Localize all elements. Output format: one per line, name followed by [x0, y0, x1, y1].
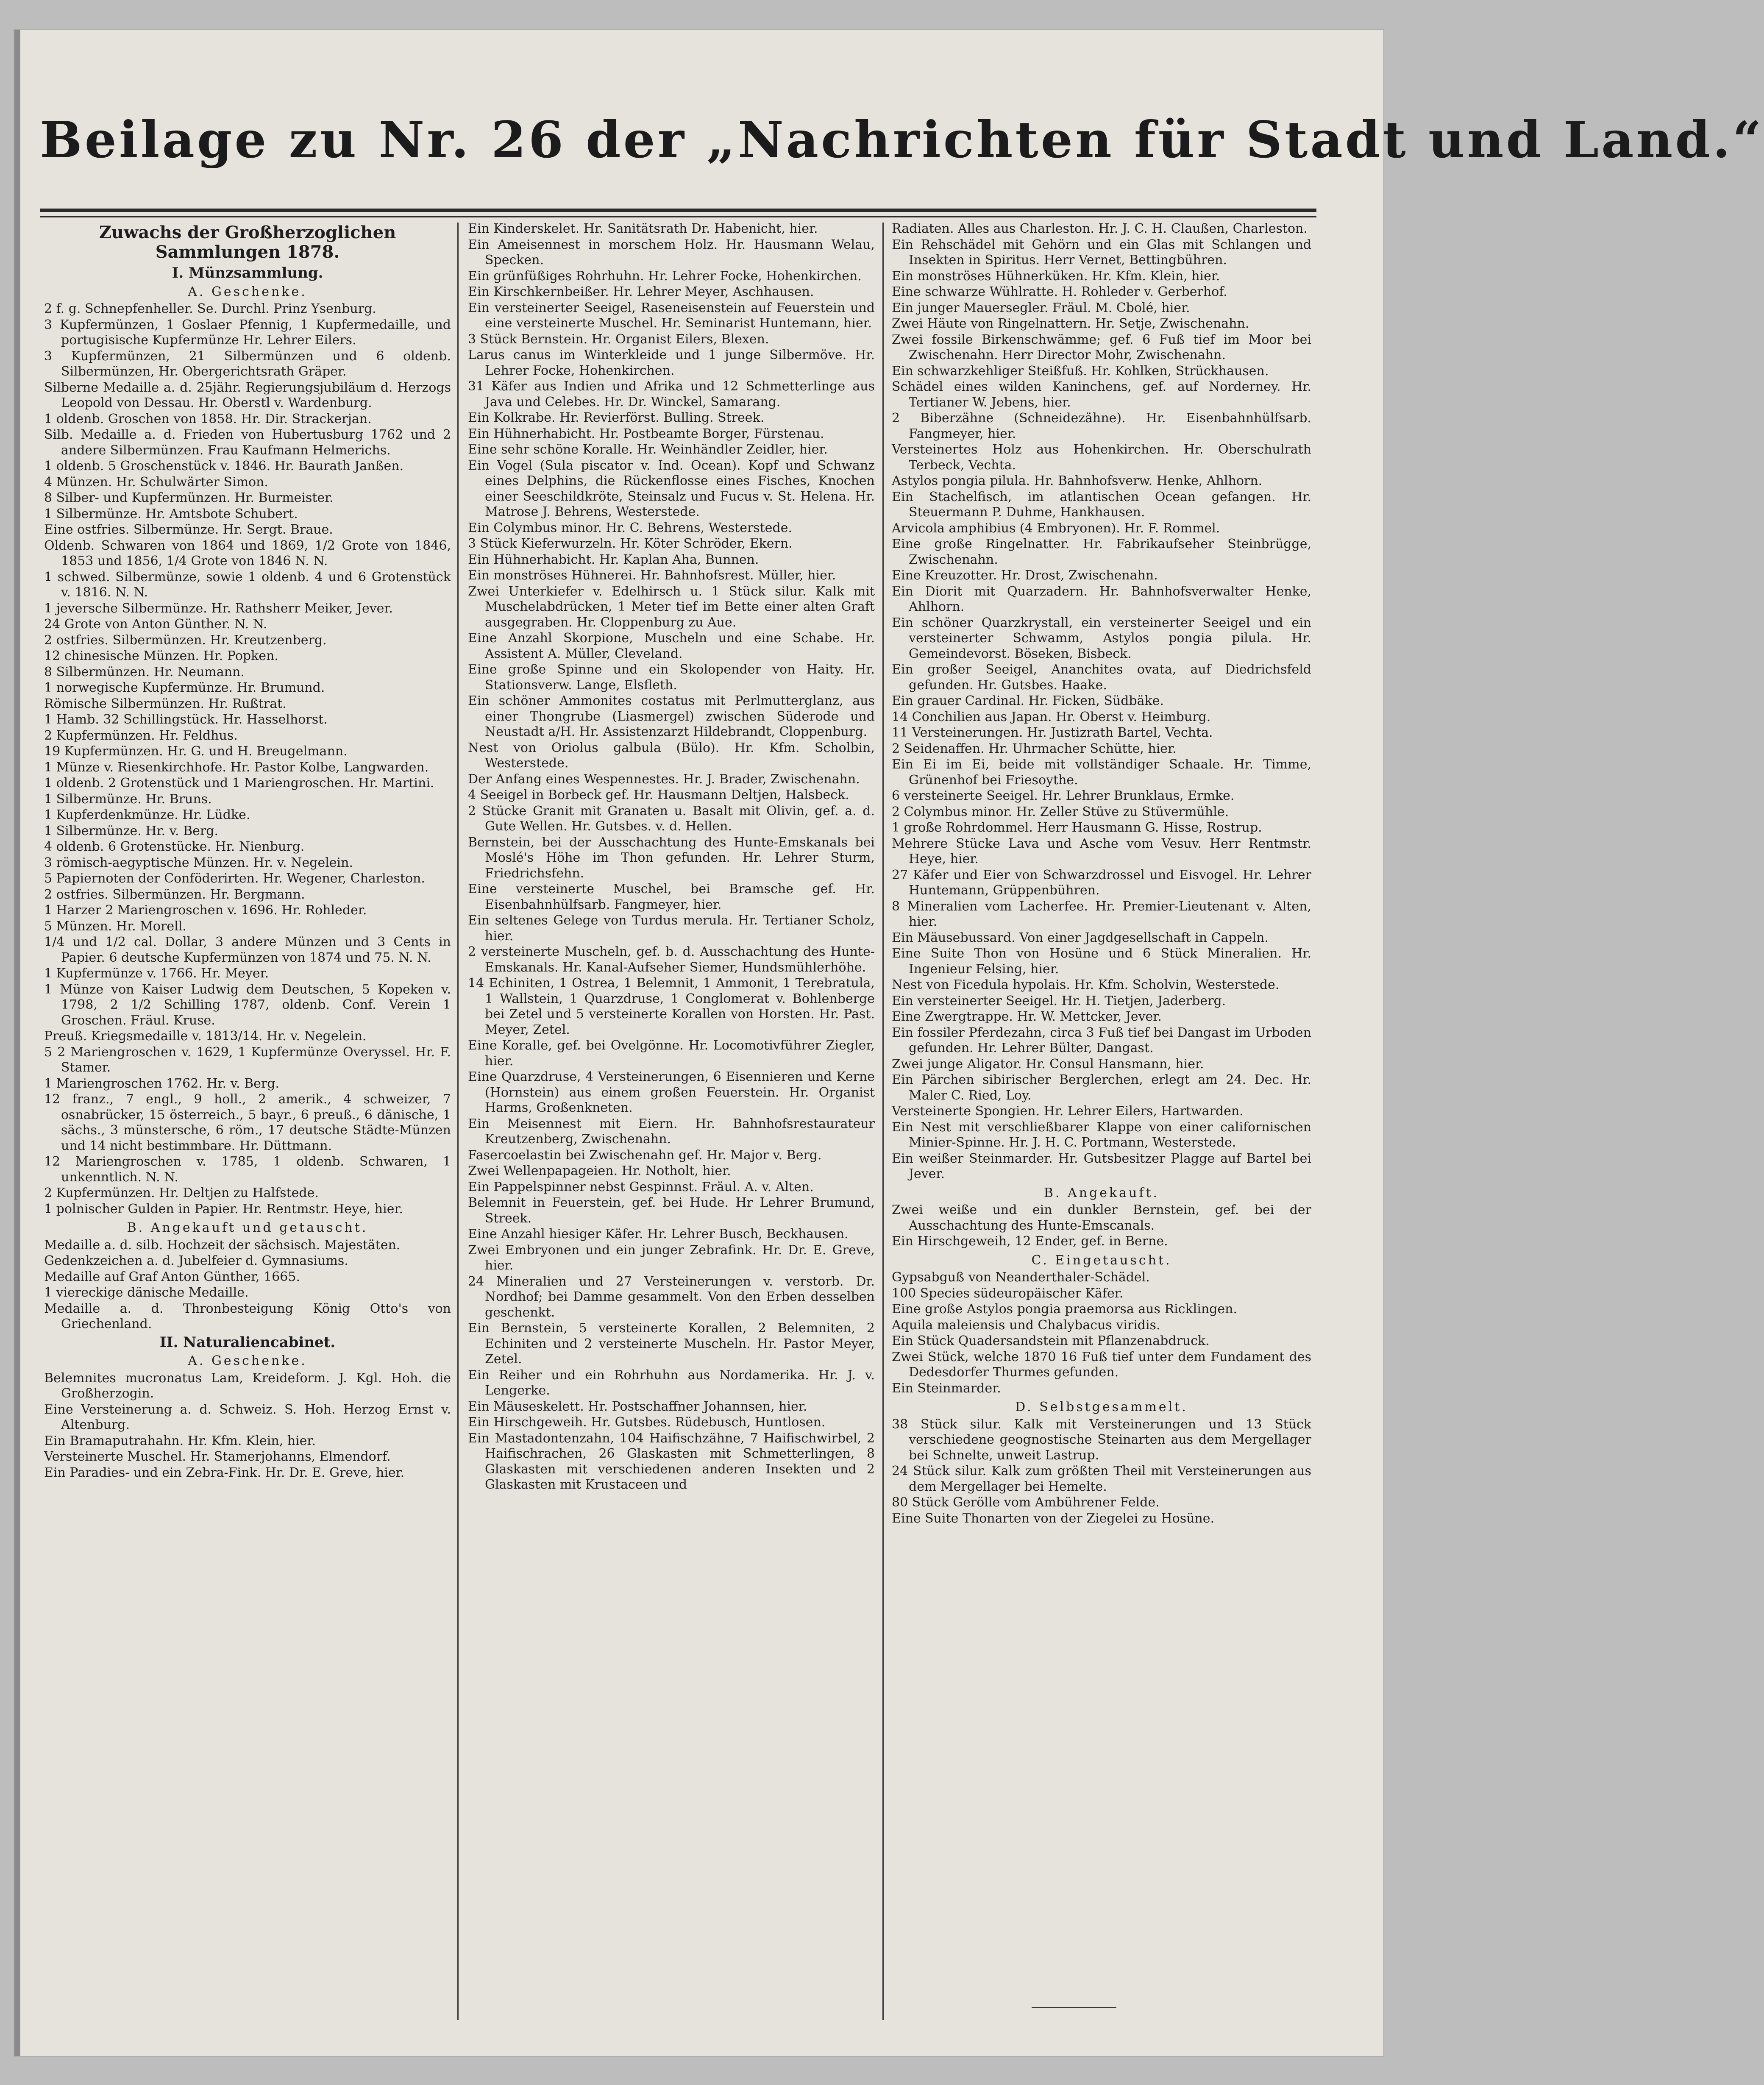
natural-gifts-list-end — [892, 221, 1311, 1182]
subheading-purchased: B. Angekauft und getauscht. — [127, 1220, 368, 1235]
list-item: 5 Papiernoten der Conföderirten. Hr. Wegener, Charleston. — [44, 871, 425, 886]
list-item: Ein Bramaputrahahn. Hr. Kfm. Klein, hier. — [44, 1433, 316, 1448]
list-item: Ein Ei im Ei, beide mit vollständiger Schaale. Hr. Timme, Grünenhof bei Friesoythe. — [892, 757, 1311, 788]
column-2 — [468, 221, 875, 2014]
list-item: Nest von Ficedula hypolais. Hr. Kfm. Scholvin, Westerstede. — [892, 977, 1280, 992]
chapter-heading-coins: I. Münzsammlung. — [172, 264, 323, 281]
list-item: Ein Hühnerhabicht. Hr. Postbeamte Borger, Fürstenau. — [468, 426, 824, 441]
natural-gifts-list-cont — [468, 221, 875, 1493]
list-item: 1 viereckige dänische Medaille. — [44, 1285, 249, 1300]
list-item: Eine große Ringelnatter. Hr. Fabrikaufseher Steinbrügge, Zwischenahn. — [892, 537, 1311, 567]
list-item: Ein Stück Quadersandstein mit Pflanzenabdruck. — [892, 1333, 1210, 1348]
subheading-self-collected: D. Selbstgesammelt. — [1015, 1400, 1188, 1414]
list-item: Ein fossiler Pferdezahn, circa 3 Fuß tief bei Dangast im Urboden gefunden. Hr. Lehrer Bülter, Dangast. — [892, 1025, 1311, 1055]
page-spine-shadow — [14, 30, 20, 2056]
list-item: 4 oldenb. 6 Grotenstücke. Hr. Nienburg. — [44, 839, 305, 854]
list-item: Fasercoelastin bei Zwischenahn gef. Hr. Major v. Berg. — [468, 1147, 822, 1163]
list-item: Silberne Medaille a. d. 25jähr. Regierungsjubiläum d. Herzogs Leopold von Dessau. Hr. Oberstl v. Wardenburg. — [44, 380, 451, 410]
list-item: Ein grauer Cardinal. Hr. Ficken, Südbäke. — [892, 693, 1164, 708]
list-item: 1 norwegische Kupfermünze. Hr. Brumund. — [44, 680, 325, 695]
list-item: 12 Mariengroschen v. 1785, 1 oldenb. Schwaren, 1 unkenntlich. N. N. — [44, 1154, 451, 1185]
list-item: 80 Stück Gerölle vom Ambührener Felde. — [892, 1495, 1160, 1510]
list-item: 1 oldenb. 5 Groschenstück v. 1846. Hr. Baurath Janßen. — [44, 459, 404, 473]
subheading-gifts-2: A. Geschenke. — [188, 1353, 307, 1368]
list-item: Aquila maleiensis und Chalybacus viridis. — [892, 1317, 1160, 1333]
list-item: Schädel eines wilden Kaninchens, gef. auf Norderney. Hr. Tertianer W. Jebens, hier. — [892, 379, 1311, 410]
column-3 — [892, 221, 1311, 2014]
list-item: 3 Stück Kieferwurzeln. Hr. Köter Schröder, Ekern. — [468, 536, 793, 551]
self-collected-list — [892, 1417, 1311, 1527]
list-item: Ein versteinerter Seeigel. Hr. H. Tietjen, Jaderberg. — [892, 993, 1226, 1008]
list-item: Zwei Unterkiefer v. Edelhirsch u. 1 Stück silur. Kalk mit Muschelabdrücken, 1 Meter tief im Bette einer alten Graft ausgegraben. Hr. Cloppenburg zu Aue. — [468, 584, 875, 630]
list-item: Ein Colymbus minor. Hr. C. Behrens, Westerstede. — [468, 520, 792, 535]
list-item: 2 Seidenaffen. Hr. Uhrmacher Schütte, hier. — [892, 741, 1177, 756]
list-item: Ein Kinderskelet. Hr. Sanitätsrath Dr. Habenicht, hier. — [468, 221, 818, 236]
list-item: Ein Pappelspinner nebst Gespinnst. Fräul. A. v. Alten. — [468, 1179, 814, 1194]
list-item: 27 Käfer und Eier von Schwarzdrossel und Eisvogel. Hr. Lehrer Huntemann, Grüppenbühren. — [892, 867, 1311, 898]
list-item: Zwei junge Aligator. Hr. Consul Hansmann, hier. — [892, 1056, 1204, 1072]
list-item: Oldenb. Schwaren von 1864 und 1869, 1/2 Grote von 1846, 1853 und 1856, 1/4 Grote von 1846 N. N. — [44, 538, 451, 568]
list-item: Eine große Astylos pongia praemorsa aus Ricklingen. — [892, 1302, 1237, 1317]
list-item: Ein schwarzkehliger Steißfuß. Hr. Kohlken, Strückhausen. — [892, 363, 1269, 379]
list-item: Belemnit in Feuerstein, gef. bei Hude. Hr Lehrer Brumund, Streek. — [468, 1195, 875, 1226]
newspaper-page — [14, 30, 1764, 2056]
list-item: Eine ostfries. Silbermünze. Hr. Sergt. Braue. — [44, 522, 333, 537]
list-item: Ein weißer Steinmarder. Hr. Gutsbesitzer Plagge auf Bartel bei Jever. — [892, 1151, 1311, 1181]
list-item: 100 Species südeuropäischer Käfer. — [892, 1286, 1124, 1301]
list-item: Eine schwarze Wühlratte. H. Rohleder v. Gerberhof. — [892, 284, 1227, 299]
list-item: Ein Vogel (Sula piscator v. Ind. Ocean). Kopf und Schwanz eines Delphins, die Rückenflosse eines Fisches, Knochen einer Seeschildkröte, Steinsalz und Fucus v. St. Helena. Hr. Matrose J. Behrens, Westerstede. — [468, 458, 875, 519]
subheading-exchanged: C. Eingetauscht. — [1031, 1253, 1172, 1268]
list-item: Ein Mäusebussard. Von einer Jagdgesellschaft in Cappeln. — [892, 930, 1269, 945]
list-item: 1 Kupfermünze v. 1766. Hr. Meyer. — [44, 966, 269, 981]
masthead-title: Beilage zu Nr. 26 der „Nachrichten für Stadt und Land.“ — [40, 110, 1764, 169]
list-item: Ein Nest mit verschließbarer Klappe von einer californischen Minier-Spinne. Hr. J. H. C. Portmann, Westerstede. — [892, 1119, 1311, 1150]
list-item: 38 Stück silur. Kalk mit Versteinerungen und 13 Stück verschiedene geognostische Steinarten aus dem Mergellager bei Schnelte, unweit Lastrup. — [892, 1417, 1311, 1463]
column-divider-2 — [882, 223, 884, 2020]
list-item: Versteinertes Holz aus Hohenkirchen. Hr. Oberschulrath Terbeck, Vechta. — [892, 442, 1311, 473]
list-item: 1 Silbermünze. Hr. Bruns. — [44, 791, 212, 807]
list-item: 2 Biberzähne (Schneidezähne). Hr. Eisenbahnhülfsarb. Fangmeyer, hier. — [892, 411, 1311, 441]
list-item: 2 Stücke Granit mit Granaten u. Basalt mit Olivin, gef. a. d. Gute Wellen. Hr. Gutsbes. v. d. Hellen. — [468, 803, 875, 834]
list-item: Arvicola amphibius (4 Embryonen). Hr. F. Rommel. — [892, 521, 1220, 536]
list-item: 8 Silbermünzen. Hr. Neumann. — [44, 664, 245, 679]
list-item: 24 Mineralien und 27 Versteinerungen v. verstorb. Dr. Nordhof; bei Damme gesammelt. Von den Erben desselben geschenkt. — [468, 1274, 875, 1320]
list-item: Ein Rehschädel mit Gehörn und ein Glas mit Schlangen und Insekten in Spiritus. Herr Vernet, Bettingbühren. — [892, 237, 1311, 267]
list-item: 14 Conchilien aus Japan. Hr. Oberst v. Heimburg. — [892, 709, 1211, 724]
list-item: 2 versteinerte Muscheln, gef. b. d. Ausschachtung des Hunte-Emskanals. Hr. Kanal-Aufseher Siemer, Hundsmühlerhöhe. — [468, 944, 875, 975]
list-item: Gedenkzeichen a. d. Jubelfeier d. Gymnasiums. — [44, 1253, 348, 1268]
list-item: Ein grünfüßiges Rohrhuhn. Hr. Lehrer Focke, Hohenkirchen. — [468, 268, 862, 284]
list-item: Ein Kirschkernbeißer. Hr. Lehrer Meyer, Aschhausen. — [468, 284, 814, 299]
list-item: Ein Hirschgeweih, 12 Ender, gef. in Berne. — [892, 1234, 1168, 1249]
list-item: 1/4 und 1/2 cal. Dollar, 3 andere Münzen und 3 Cents in Papier. 6 deutsche Kupfermünzen von 1874 und 75. N. N. — [44, 935, 451, 965]
list-item: Bernstein, bei der Ausschachtung des Hunte-Emskanals bei Moslé's Höhe im Thon gefunden. Hr. Lehrer Sturm, Friedrichsfehn. — [468, 835, 875, 881]
list-item: 1 Münze v. Riesenkirchhofe. Hr. Pastor Kolbe, Langwarden. — [44, 760, 429, 775]
list-item: 4 Münzen. Hr. Schulwärter Simon. — [44, 474, 268, 490]
list-item: 1 Silbermünze. Hr. v. Berg. — [44, 823, 219, 838]
list-item: 12 franz., 7 engl., 9 holl., 2 amerik., 4 schweizer, 7 osnabrücker, 15 österreich., 5 bayr., 6 preuß., 6 dänische, 1 sächs., 3 münstersche, 6 röm., 17 deutsche Städte-Münzen und 14 nicht bestimmbare. Hr. Düttmann. — [44, 1092, 451, 1153]
list-item: 3 Kupfermünzen, 1 Goslaer Pfennig, 1 Kupfermedaille, und portugisische Kupfermünze Hr. Lehrer Eilers. — [44, 317, 451, 348]
list-item: 5 Münzen. Hr. Morell. — [44, 919, 186, 934]
masthead-rule-thick — [40, 209, 1316, 212]
list-item: Gypsabguß von Neanderthaler-Schädel. — [892, 1270, 1150, 1285]
list-item: Ein Diorit mit Quarzadern. Hr. Bahnhofsverwalter Henke, Ahlhorn. — [892, 584, 1311, 614]
list-item: 11 Versteinerungen. Hr. Justizrath Bartel, Vechta. — [892, 725, 1213, 740]
list-item: Eine Quarzdruse, 4 Versteinerungen, 6 Eisennieren und Kerne (Hornstein) aus einem großen Feuerstein. Hr. Organist Harms, Großenkneten. — [468, 1069, 875, 1115]
list-item: 31 Käfer aus Indien und Afrika und 12 Schmetterlinge aus Java und Celebes. Hr. Dr. Winckel, Samarang. — [468, 379, 875, 409]
list-item: Versteinerte Spongien. Hr. Lehrer Eilers, Hartwarden. — [892, 1104, 1244, 1119]
list-item: Ein Kolkrabe. Hr. Revierförst. Bulling. Streek. — [468, 410, 765, 425]
list-item: 2 f. g. Schnepfenheller. Se. Durchl. Prinz Ysenburg. — [44, 301, 376, 316]
subheading-gifts: A. Geschenke. — [188, 284, 307, 299]
list-item: 1 Harzer 2 Mariengroschen v. 1696. Hr. Rohleder. — [44, 903, 367, 918]
article-heading: Zuwachs der Großherzoglichen Sammlungen 1878. — [99, 223, 396, 262]
list-item: 1 Mariengroschen 1762. Hr. v. Berg. — [44, 1076, 280, 1091]
list-item: Römische Silbermünzen. Hr. Rußtrat. — [44, 696, 287, 711]
list-item: Eine versteinerte Muschel, bei Bramsche gef. Hr. Eisenbahnhülfsarb. Fangmeyer, hier. — [468, 882, 875, 912]
list-item: Eine Anzahl Skorpione, Muscheln und eine Schabe. Hr. Assistent A. Müller, Cleveland. — [468, 631, 875, 661]
list-item: 1 schwed. Silbermünze, sowie 1 oldenb. 4 und 6 Grotenstück v. 1816. N. N. — [44, 569, 451, 600]
list-item: 24 Stück silur. Kalk zum größten Theil mit Versteinerungen aus dem Mergellager bei Hemelte. — [892, 1464, 1311, 1494]
list-item: 2 ostfries. Silbermünzen. Hr. Kreutzenberg. — [44, 632, 327, 648]
natural-gifts-list — [44, 1371, 451, 1481]
list-item: Mehrere Stücke Lava und Asche vom Vesuv. Herr Rentmstr. Heye, hier. — [892, 836, 1311, 866]
list-item: 19 Kupfermünzen. Hr. G. und H. Breugelmann. — [44, 744, 348, 759]
list-item: Eine Suite Thonarten von der Ziegelei zu Hosüne. — [892, 1511, 1215, 1526]
list-item: Medaille auf Graf Anton Günther, 1665. — [44, 1269, 300, 1284]
list-item: Ein Pärchen sibirischer Berglerchen, erlegt am 24. Dec. Hr. Maler C. Ried, Loy. — [892, 1072, 1311, 1103]
list-item: Larus canus im Winterkleide und 1 junge Silbermöve. Hr. Lehrer Focke, Hohenkirchen. — [468, 348, 875, 378]
list-item: 3 römisch-aegyptische Münzen. Hr. v. Negelein. — [44, 855, 353, 870]
column-1 — [44, 221, 451, 2014]
list-item: Belemnites mucronatus Lam, Kreideform. J. Kgl. Hoh. die Großherzogin. — [44, 1370, 451, 1401]
list-item: Medaille a. d. silb. Hochzeit der sächsisch. Majestäten. — [44, 1237, 401, 1253]
list-item: Eine Anzahl hiesiger Käfer. Hr. Lehrer Busch, Beckhausen. — [468, 1227, 849, 1242]
list-item: 1 oldenb. 2 Grotenstück und 1 Mariengroschen. Hr. Martini. — [44, 776, 434, 791]
list-item: Ein junger Mauersegler. Fräul. M. Cbolé, hier. — [892, 300, 1190, 315]
list-item: Zwei Wellenpapageien. Hr. Notholt, hier. — [468, 1164, 731, 1178]
list-item: Ein schöner Quarzkrystall, ein versteinerter Seeigel und ein versteinerter Schwamm, Astylos pongia pilula. Hr. Gemeindevorst. Böseken, Bisbeck. — [892, 615, 1311, 661]
list-item: Zwei Embryonen und ein junger Zebrafink. Hr. Dr. E. Greve, hier. — [468, 1242, 875, 1273]
list-item: Medaille a. d. Thronbesteigung König Otto's von Griechenland. — [44, 1301, 451, 1331]
list-item: Ein seltenes Gelege von Turdus merula. Hr. Tertianer Scholz, hier. — [468, 913, 875, 944]
subheading-bought: B. Angekauft. — [1043, 1185, 1160, 1200]
list-item: 2 Kupfermünzen. Hr. Deltjen zu Halfstede. — [44, 1186, 319, 1200]
list-item: Eine Kreuzotter. Hr. Drost, Zwischenahn. — [892, 568, 1158, 583]
list-item: Ein schöner Ammonites costatus mit Perlmutterglanz, aus einer Thongrube (Liasmergel) zwischen Süderode und Neustadt a/H. Hr. Assistenzarzt Hildebrandt, Cloppenburg. — [468, 693, 875, 739]
list-item: 1 große Rohrdommel. Herr Hausmann G. Hisse, Rostrup. — [892, 820, 1262, 835]
list-item: 3 Kupfermünzen, 21 Silbermünzen und 6 oldenb. Silbermünzen, Hr. Obergerichtsrath Gräper. — [44, 348, 451, 379]
coin-gifts-list — [44, 301, 451, 1217]
list-item: 8 Silber- und Kupfermünzen. Hr. Burmeister. — [44, 490, 334, 505]
list-item: 1 jeversche Silbermünze. Hr. Rathsherr Meiker, Jever. — [44, 601, 393, 616]
bought-list — [892, 1203, 1311, 1250]
list-item: Silb. Medaille a. d. Frieden von Hubertusburg 1762 und 2 andere Silbermünzen. Frau Kaufmann Helmerichs. — [44, 427, 451, 458]
list-item: Ein monströses Hühnerküken. Hr. Kfm. Klein, hier. — [892, 268, 1220, 284]
list-item: Zwei Stück, welche 1870 16 Fuß tief unter dem Fundament des Dedesdorfer Thurmes gefunden. — [892, 1349, 1311, 1380]
list-item: Ein Mäuseskelett. Hr. Postschaffner Johannsen, hier. — [468, 1399, 807, 1414]
list-item: 4 Seeigel in Borbeck gef. Hr. Hausmann Deltjen, Halsbeck. — [468, 788, 849, 802]
list-item: 2 Kupfermünzen. Hr. Feldhus. — [44, 728, 238, 743]
list-item: Eine große Spinne und ein Skolopender von Haity. Hr. Stationsverw. Lange, Elsfleth. — [468, 662, 875, 693]
list-item: 12 chinesische Münzen. Hr. Popken. — [44, 649, 278, 663]
list-item: 1 Hamb. 32 Schillingstück. Hr. Hasselhorst. — [44, 712, 328, 727]
list-item: 1 Münze von Kaiser Ludwig dem Deutschen, 5 Kopeken v. 1798, 2 1/2 Schilling 1787, oldenb. Conf. Verein 1 Groschen. Fräul. Kruse. — [44, 982, 451, 1028]
list-item: 5 2 Mariengroschen v. 1629, 1 Kupfermünze Overyssel. Hr. F. Stamer. — [44, 1044, 451, 1075]
list-item: Preuß. Kriegsmedaille v. 1813/14. Hr. v. Negelein. — [44, 1029, 367, 1044]
list-item: Eine Zwergtrappe. Hr. W. Mettcker, Jever. — [892, 1009, 1162, 1024]
list-item: Ein Meisennest mit Eiern. Hr. Bahnhofsrestaurateur Kreutzenberg, Zwischenahn. — [468, 1116, 875, 1147]
column-divider-1 — [457, 223, 459, 2020]
closing-rule — [1032, 2007, 1116, 2008]
list-item: 1 polnischer Gulden in Papier. Hr. Rentmstr. Heye, hier. — [44, 1201, 403, 1216]
coin-purchased-list — [44, 1238, 451, 1332]
list-item: Eine Versteinerung a. d. Schweiz. S. Hoh. Herzog Ernst v. Altenburg. — [44, 1402, 451, 1432]
list-item: Ein versteinerter Seeigel, Raseneisenstein auf Feuerstein und eine versteinerte Muschel. Hr. Seminarist Huntemann, hier. — [468, 300, 875, 331]
list-item: 3 Stück Bernstein. Hr. Organist Eilers, Blexen. — [468, 331, 769, 347]
list-item: Ein Paradies- und ein Zebra-Fink. Hr. Dr. E. Greve, hier. — [44, 1465, 405, 1480]
list-item: 14 Echiniten, 1 Ostrea, 1 Belemnit, 1 Ammonit, 1 Terebratula, 1 Wallstein, 1 Quarzdruse, 1 Conglomerat v. Bohlenberge bei Zetel und 5 versteinerte Korallen von Horsten. Hr. Past. Meyer, Zetel. — [468, 976, 875, 1037]
list-item: Nest von Oriolus galbula (Bülo). Hr. Kfm. Scholbin, Westerstede. — [468, 740, 875, 771]
list-item: Zwei Häute von Ringelnattern. Hr. Setje, Zwischenahn. — [892, 316, 1249, 331]
list-item: Ein Hühnerhabicht. Hr. Kaplan Aha, Bunnen. — [468, 552, 759, 567]
list-item: 1 Silbermünze. Hr. Amtsbote Schubert. — [44, 506, 298, 521]
list-item: 8 Mineralien vom Lacherfee. Hr. Premier-Lieutenant v. Alten, hier. — [892, 899, 1311, 929]
list-item: Radiaten. Alles aus Charleston. Hr. J. C. H. Claußen, Charleston. — [892, 221, 1308, 236]
list-item: Versteinerte Muschel. Hr. Stamerjohanns, Elmendorf. — [44, 1449, 391, 1464]
list-item: Zwei weiße und ein dunkler Bernstein, gef. bei der Ausschachtung des Hunte-Emscanals. — [892, 1203, 1311, 1233]
masthead-rule-thin — [40, 216, 1316, 217]
list-item: 24 Grote von Anton Günther. N. N. — [44, 617, 267, 632]
list-item: Der Anfang eines Wespennestes. Hr. J. Brader, Zwischenahn. — [468, 771, 860, 787]
list-item: 2 Colymbus minor. Hr. Zeller Stüve zu Stüvermühle. — [892, 804, 1229, 819]
list-item: Ein Stachelfisch, im atlantischen Ocean gefangen. Hr. Steuermann P. Duhme, Hankhausen. — [892, 489, 1311, 520]
list-item: 1 Kupferdenkmünze. Hr. Lüdke. — [44, 807, 250, 822]
chapter-heading-natural-history: II. Naturaliencabinet. — [159, 1333, 336, 1351]
list-item: 6 versteinerte Seeigel. Hr. Lehrer Brunklaus, Ermke. — [892, 788, 1235, 803]
list-item: Eine Koralle, gef. bei Ovelgönne. Hr. Locomotivführer Ziegler, hier. — [468, 1038, 875, 1069]
list-item: Ein großer Seeigel, Ananchites ovata, auf Diedrichsfeld gefunden. Hr. Gutsbes. Haake. — [892, 662, 1311, 693]
list-item: Ein Reiher und ein Rohrhuhn aus Nordamerika. Hr. J. v. Lengerke. — [468, 1367, 875, 1398]
list-item: Ein Bernstein, 5 versteinerte Korallen, 2 Belemniten, 2 Echiniten und 2 versteinerte Muscheln. Hr. Pastor Meyer, Zetel. — [468, 1321, 875, 1367]
list-item: Ein monströses Hühnerei. Hr. Bahnhofsrest. Müller, hier. — [468, 568, 836, 583]
list-item: Zwei fossile Birkenschwämme; gef. 6 Fuß tief im Moor bei Zwischenahn. Herr Director Mohr, Zwischenahn. — [892, 332, 1311, 362]
list-item: Ein Mastadontenzahn, 104 Haifischzähne, 7 Haifischwirbel, 2 Haifischrachen, 26 Glaskasten mit Schmetterlingen, 8 Glaskasten mit verschiedenen anderen Insekten und 2 Glaskasten mit Krustaceen und — [468, 1431, 875, 1492]
list-item: Eine sehr schöne Koralle. Hr. Weinhändler Zeidler, hier. — [468, 442, 828, 457]
list-item: 2 ostfries. Silbermünzen. Hr. Bergmann. — [44, 887, 305, 902]
list-item: Ein Ameisennest in morschem Holz. Hr. Hausmann Welau, Specken. — [468, 237, 875, 267]
exchanged-list — [892, 1270, 1311, 1396]
list-item: Ein Steinmarder. — [892, 1381, 1001, 1396]
list-item: Ein Hirschgeweih. Hr. Gutsbes. Rüdebusch, Huntlosen. — [468, 1415, 826, 1430]
list-item: 1 oldenb. Groschen von 1858. Hr. Dir. Strackerjan. — [44, 411, 372, 426]
list-item: Eine Suite Thon von Hosüne und 6 Stück Mineralien. Hr. Ingenieur Felsing, hier. — [892, 946, 1311, 977]
list-item: Astylos pongia pilula. Hr. Bahnhofsverw. Henke, Ahlhorn. — [892, 473, 1263, 488]
